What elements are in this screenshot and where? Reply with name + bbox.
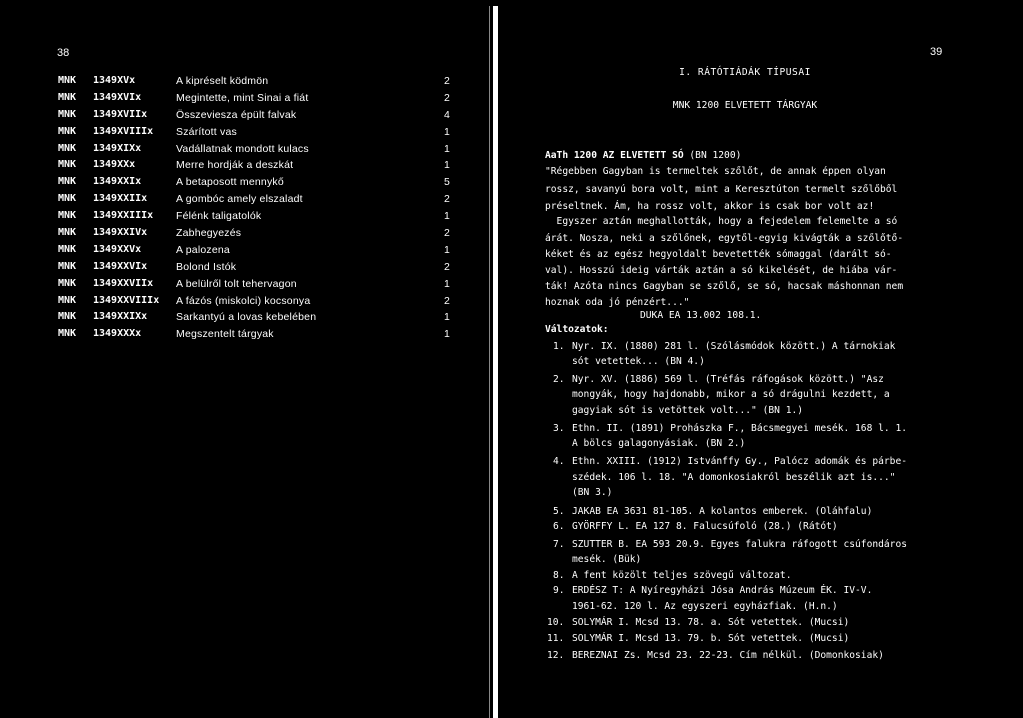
variant-number: 11. xyxy=(547,633,565,644)
index-row xyxy=(58,191,458,208)
type-index-table xyxy=(58,73,458,343)
index-count: 4 xyxy=(444,108,450,121)
index-count: 1 xyxy=(444,210,450,223)
gutter-shadow xyxy=(489,6,490,718)
variant-number: 12. xyxy=(547,650,565,661)
variant-line: 1961-62. 120 l. Az egyszeri egyházfiak. (H.n.) xyxy=(572,601,838,612)
variant-line: SOLYMÁR I. Mcsd 13. 79. b. Sót vetettek. (Mucsi) xyxy=(572,633,850,644)
index-title: A kipréselt ködmön xyxy=(176,75,269,87)
variant-number: 4. xyxy=(553,456,565,467)
index-code: MNK xyxy=(58,294,77,306)
index-code: MNK xyxy=(58,91,77,103)
index-count: 5 xyxy=(444,176,450,189)
left-page-number: 38 xyxy=(57,47,70,59)
index-title: Összeviesza épült falvak xyxy=(176,108,297,121)
variant-number: 8. xyxy=(553,570,565,581)
index-count: 1 xyxy=(444,125,450,138)
index-row xyxy=(58,242,458,259)
index-code: MNK xyxy=(58,311,77,323)
index-row xyxy=(58,73,458,90)
variant-number: 1. xyxy=(553,341,565,352)
variant-number: 10. xyxy=(547,617,565,628)
index-title: Szárított vas xyxy=(176,125,237,138)
index-row xyxy=(58,157,458,174)
index-code: MNK xyxy=(58,193,77,205)
variant-line: SZUTTER B. EA 593 20.9. Egyes falukra ráfogott csúfondáros xyxy=(572,539,908,550)
index-code: MNK xyxy=(58,328,77,340)
variant-line: Nyr. IX. (1880) 281 l. (Szólásmódok között.) A tárnokiak xyxy=(572,341,896,352)
entry-text-line: árát. Nosza, neki a szőlőnek, egytől-egyig kivágták a szőlőtő- xyxy=(545,233,904,244)
index-type-id: 1349XXVIx xyxy=(93,260,148,272)
index-row xyxy=(58,141,458,158)
index-count: 1 xyxy=(444,311,450,324)
index-count: 2 xyxy=(444,227,450,240)
index-code: MNK xyxy=(58,75,77,86)
entry-text-line: kéket és az egész hegyoldalt bevetették sómaggal (darált só- xyxy=(545,249,892,260)
variant-line: Ethn. II. (1891) Prohászka F., Bácsmegyei mesék. 168 l. 1. xyxy=(572,423,908,434)
index-row xyxy=(58,225,458,242)
variant-line: A fent közölt teljes szövegű változat. xyxy=(572,570,792,581)
variant-line: GYÖRFFY L. EA 127 8. Falucsúfoló (28.) (Rátót) xyxy=(572,521,838,532)
index-title: A fázós (miskolci) kocsonya xyxy=(176,294,311,307)
index-count: 2 xyxy=(444,294,450,307)
index-type-id: 1349XVIIx xyxy=(93,108,148,120)
variant-line: mongyák, hogy hajdonabb, mikor a só drágulni kezdett, a xyxy=(572,389,890,400)
index-code: MNK xyxy=(58,227,77,239)
variant-number: 5. xyxy=(553,506,565,517)
index-title: Félénk taligatolók xyxy=(176,210,262,223)
variant-number: 6. xyxy=(553,521,565,532)
index-count: 1 xyxy=(444,142,450,155)
right-page-number: 39 xyxy=(930,46,943,58)
index-row xyxy=(58,107,458,124)
index-code: MNK xyxy=(58,159,77,171)
variant-line: mesék. (Bük) xyxy=(572,554,642,565)
entry-text-line: Egyszer aztán meghallották, hogy a fejedelem felemelte a só xyxy=(545,216,898,227)
variant-line: (BN 3.) xyxy=(572,487,613,498)
index-type-id: 1349XXIx xyxy=(93,176,142,188)
index-type-id: 1349XXIVx xyxy=(93,227,148,239)
index-code: MNK xyxy=(58,210,77,222)
index-type-id: 1349XXIIIx xyxy=(93,210,154,222)
index-row xyxy=(58,293,458,310)
index-code: MNK xyxy=(58,125,77,137)
variant-number: 7. xyxy=(553,539,565,550)
index-type-id: 1349XVIIIx xyxy=(93,125,154,137)
variant-line: Nyr. XV. (1886) 569 l. (Tréfás ráfogások között.) "Asz xyxy=(572,374,884,385)
index-title: Vadállatnak mondott kulacs xyxy=(176,142,309,155)
index-title: Megintette, mint Sinai a fiát xyxy=(176,91,309,104)
variant-line: Ethn. XXIII. (1912) Istvánffy Gy., Palócz adomák és párbe- xyxy=(572,456,908,467)
index-count: 1 xyxy=(444,243,450,256)
variant-line: sót vetettek... (BN 4.) xyxy=(572,356,705,367)
index-row xyxy=(58,174,458,191)
index-type-id: 1349XXx xyxy=(93,159,136,171)
index-type-id: 1349XVx xyxy=(93,75,136,86)
index-row xyxy=(58,276,458,293)
variant-line: gagyiak sót is vetöttek volt..." (BN 1.) xyxy=(572,405,804,416)
index-code: MNK xyxy=(58,260,77,272)
index-title: A palozena xyxy=(176,243,230,256)
index-title: A betaposott mennykő xyxy=(176,176,284,189)
variants-label: Változatok: xyxy=(545,324,609,335)
entry-heading-bold: AaTh 1200 AZ ELVETETT SÓ xyxy=(545,150,684,161)
index-type-id: 1349XXVx xyxy=(93,243,142,255)
index-count: 1 xyxy=(444,277,450,290)
index-code: MNK xyxy=(58,243,77,255)
index-count: 1 xyxy=(444,159,450,172)
index-count: 2 xyxy=(444,91,450,104)
entry-text-line: ták! Azóta nincs Gagyban se szőlő, se só, hacsak máshonnan nem xyxy=(545,281,904,292)
book-gutter xyxy=(493,6,498,718)
index-code: MNK xyxy=(58,277,77,289)
entry-heading-rest: (BN 1200) xyxy=(683,150,742,161)
index-row xyxy=(58,90,458,107)
chapter-title: I. RÁTÓTIÁDÁK TÍPUSAI xyxy=(679,67,811,78)
index-row xyxy=(58,309,458,326)
variant-number: 9. xyxy=(553,585,565,596)
variant-line: ERDÉSZ T: A Nyíregyházi Jósa András Múzeum ÉK. IV-V. xyxy=(572,585,873,596)
section-title: MNK 1200 ELVETETT TÁRGYAK xyxy=(672,100,818,111)
index-title: Merre hordják a deszkát xyxy=(176,159,294,172)
index-row xyxy=(58,326,458,343)
variant-line: JAKAB EA 3631 81-105. A kolantos emberek. (Oláhfalu) xyxy=(572,506,873,517)
index-code: MNK xyxy=(58,142,77,154)
entry-heading xyxy=(545,150,741,161)
index-type-id: 1349XXXx xyxy=(93,328,142,340)
index-count: 1 xyxy=(444,328,450,341)
entry-text-line: rossz, savanyú bora volt, mint a Keresztúton termelt szőlőből xyxy=(545,184,898,195)
variant-line: BEREZNAI Zs. Mcsd 23. 22-23. Cím nélkül. (Domonkosiak) xyxy=(572,650,884,661)
index-type-id: 1349XXIIx xyxy=(93,193,148,205)
variant-number: 3. xyxy=(553,423,565,434)
entry-text-line: val). Hosszú ideig várták aztán a só kikelését, de hiába vár- xyxy=(545,265,898,276)
entry-text-line: préseltnek. Ám, ha rossz volt, akkor is csak bor volt az! xyxy=(545,201,875,212)
index-title: A gombóc amely elszaladt xyxy=(176,193,303,206)
index-title: Zabhegyezés xyxy=(176,227,242,240)
index-type-id: 1349XXVIIIx xyxy=(93,294,160,306)
variant-line: A bölcs galagonyásiak. (BN 2.) xyxy=(572,438,746,449)
entry-text-line: "Régebben Gagyban is termeltek szőlőt, de annak éppen olyan xyxy=(545,166,886,177)
index-type-id: 1349XXVIIx xyxy=(93,277,154,289)
variant-number: 2. xyxy=(553,374,565,385)
index-title: Sarkantyú a lovas kebelében xyxy=(176,311,317,324)
index-count: 2 xyxy=(444,193,450,206)
index-row xyxy=(58,124,458,141)
variant-line: SOLYMÁR I. Mcsd 13. 78. a. Sót vetettek. (Mucsi) xyxy=(572,617,850,628)
index-title: A belülről tolt tehervagon xyxy=(176,277,297,290)
index-type-id: 1349XVIx xyxy=(93,91,142,103)
entry-text-line: hoznak oda jó pénzért..." xyxy=(545,297,690,308)
index-type-id: 1349XIXx xyxy=(93,142,142,154)
index-row xyxy=(58,259,458,276)
entry-source: DUKA EA 13.002 108.1. xyxy=(640,310,762,321)
variant-line: szédek. 106 l. 18. "A domonkosiakról beszélik azt is..." xyxy=(572,472,896,483)
index-code: MNK xyxy=(58,108,77,120)
index-code: MNK xyxy=(58,176,77,188)
index-count: 2 xyxy=(444,260,450,273)
index-type-id: 1349XXIXx xyxy=(93,311,148,323)
index-title: Bolond Istók xyxy=(176,260,237,273)
index-count: 2 xyxy=(444,75,450,87)
index-title: Megszentelt tárgyak xyxy=(176,328,274,341)
index-row xyxy=(58,208,458,225)
